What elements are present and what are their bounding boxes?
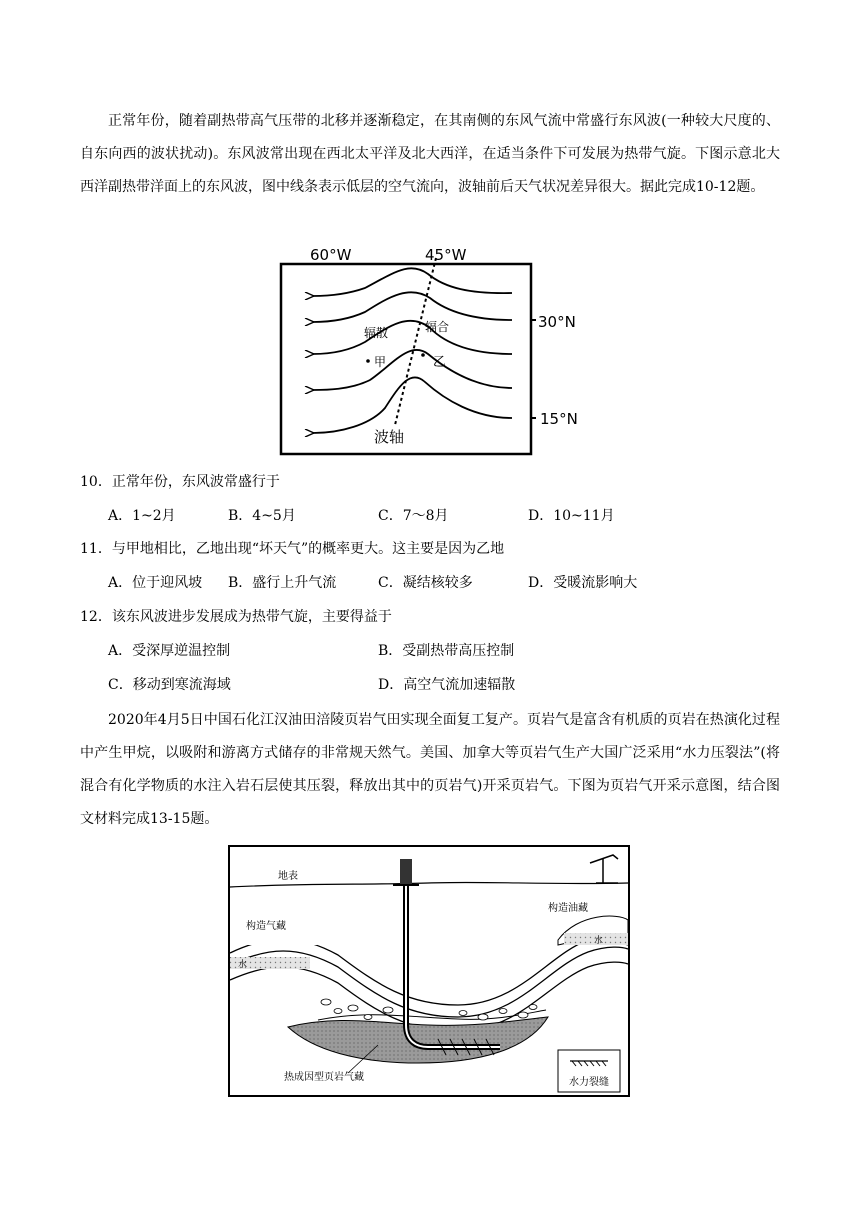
label-jia: 甲	[374, 355, 387, 369]
drilling-rig	[400, 859, 412, 885]
question-10-option-a: A．1~2月	[108, 508, 176, 524]
label-30n: 30°N	[538, 313, 576, 331]
label-15n: 15°N	[540, 410, 578, 428]
question-12-stem: 12．该东风波进步发展成为热带气旋，主要得益于	[80, 609, 392, 625]
label-convergence: 辐合	[425, 320, 450, 334]
question-11-option-b: B．盛行上升气流	[228, 575, 337, 591]
question-11-option-a: A．位于迎风坡	[108, 575, 203, 591]
shale-gas-figure	[228, 845, 632, 1103]
label-divergence: 辐散	[364, 326, 389, 340]
question-10-stem: 10．正常年份，东风波常盛行于	[80, 474, 280, 490]
passage-shale-gas: 2020年4月5日中国石化江汉油田涪陵页岩气田实现全面复工复产。页岩气是富含有机质的页岩在热演化过程中产生甲烷，以吸附和游离方式储存的非常规天然气。美国、加拿大等页岩气生产大国广泛采用“水力压裂法”(将混合有化学物质的水注入岩石层使其压裂，释放出其中的页岩气)开采页岩气。下图为页岩气开采示意图，结合图文材料完成13-15题。	[80, 712, 780, 827]
label-60w: 60°W	[310, 246, 352, 264]
label-structural-oil: 构造油藏	[548, 903, 588, 914]
passage-east-wave: 正常年份，随着副热带高气压带的北移并逐渐稳定，在其南侧的东风气流中常盛行东风波(一种较大尺度的、自东向西的波状扰动)。东风波常出现在西北太平洋及北大西洋，在适当条件下可发展为热带气旋。下图示意北大西洋副热带洋面上的东风波，图中线条表示低层的空气流向，波轴前后天气状况差异很大。据此完成10-12题。	[80, 113, 780, 195]
label-structural-gas: 构造气藏	[246, 921, 286, 932]
easterly-wave-figure	[270, 240, 580, 462]
question-11-option-c: C．凝结核较多	[378, 575, 473, 591]
label-surface: 地表	[278, 871, 298, 882]
label-wave-axis: 波轴	[374, 428, 405, 446]
question-12-option-d: D．高空气流加速辐散	[378, 677, 516, 693]
question-12-option-c: C．移动到寒流海域	[108, 677, 231, 693]
question-12-option-a: A．受深厚逆温控制	[108, 643, 231, 659]
legend-fracture-label: 水力裂缝	[569, 1077, 609, 1088]
label-yi: 乙	[433, 355, 447, 370]
label-45w: 45°W	[425, 246, 467, 264]
question-10-option-c: C．7～8月	[378, 508, 449, 524]
question-10-option-b: B．4~5月	[228, 508, 296, 524]
label-water-right: 水	[594, 936, 604, 946]
question-11-option-d: D．受暖流影响大	[528, 575, 638, 591]
question-12-option-b: B．受副热带高压控制	[378, 643, 515, 659]
label-shale-gas: 热成因型页岩气藏	[284, 1072, 364, 1083]
question-10-option-d: D．10~11月	[528, 508, 615, 524]
point-jia-dot	[366, 359, 370, 363]
point-yi-dot	[421, 353, 425, 357]
label-water-left: 水	[238, 960, 248, 970]
question-11-stem: 11．与甲地相比，乙地出现“坏天气”的概率更大。这主要是因为乙地	[80, 541, 505, 557]
